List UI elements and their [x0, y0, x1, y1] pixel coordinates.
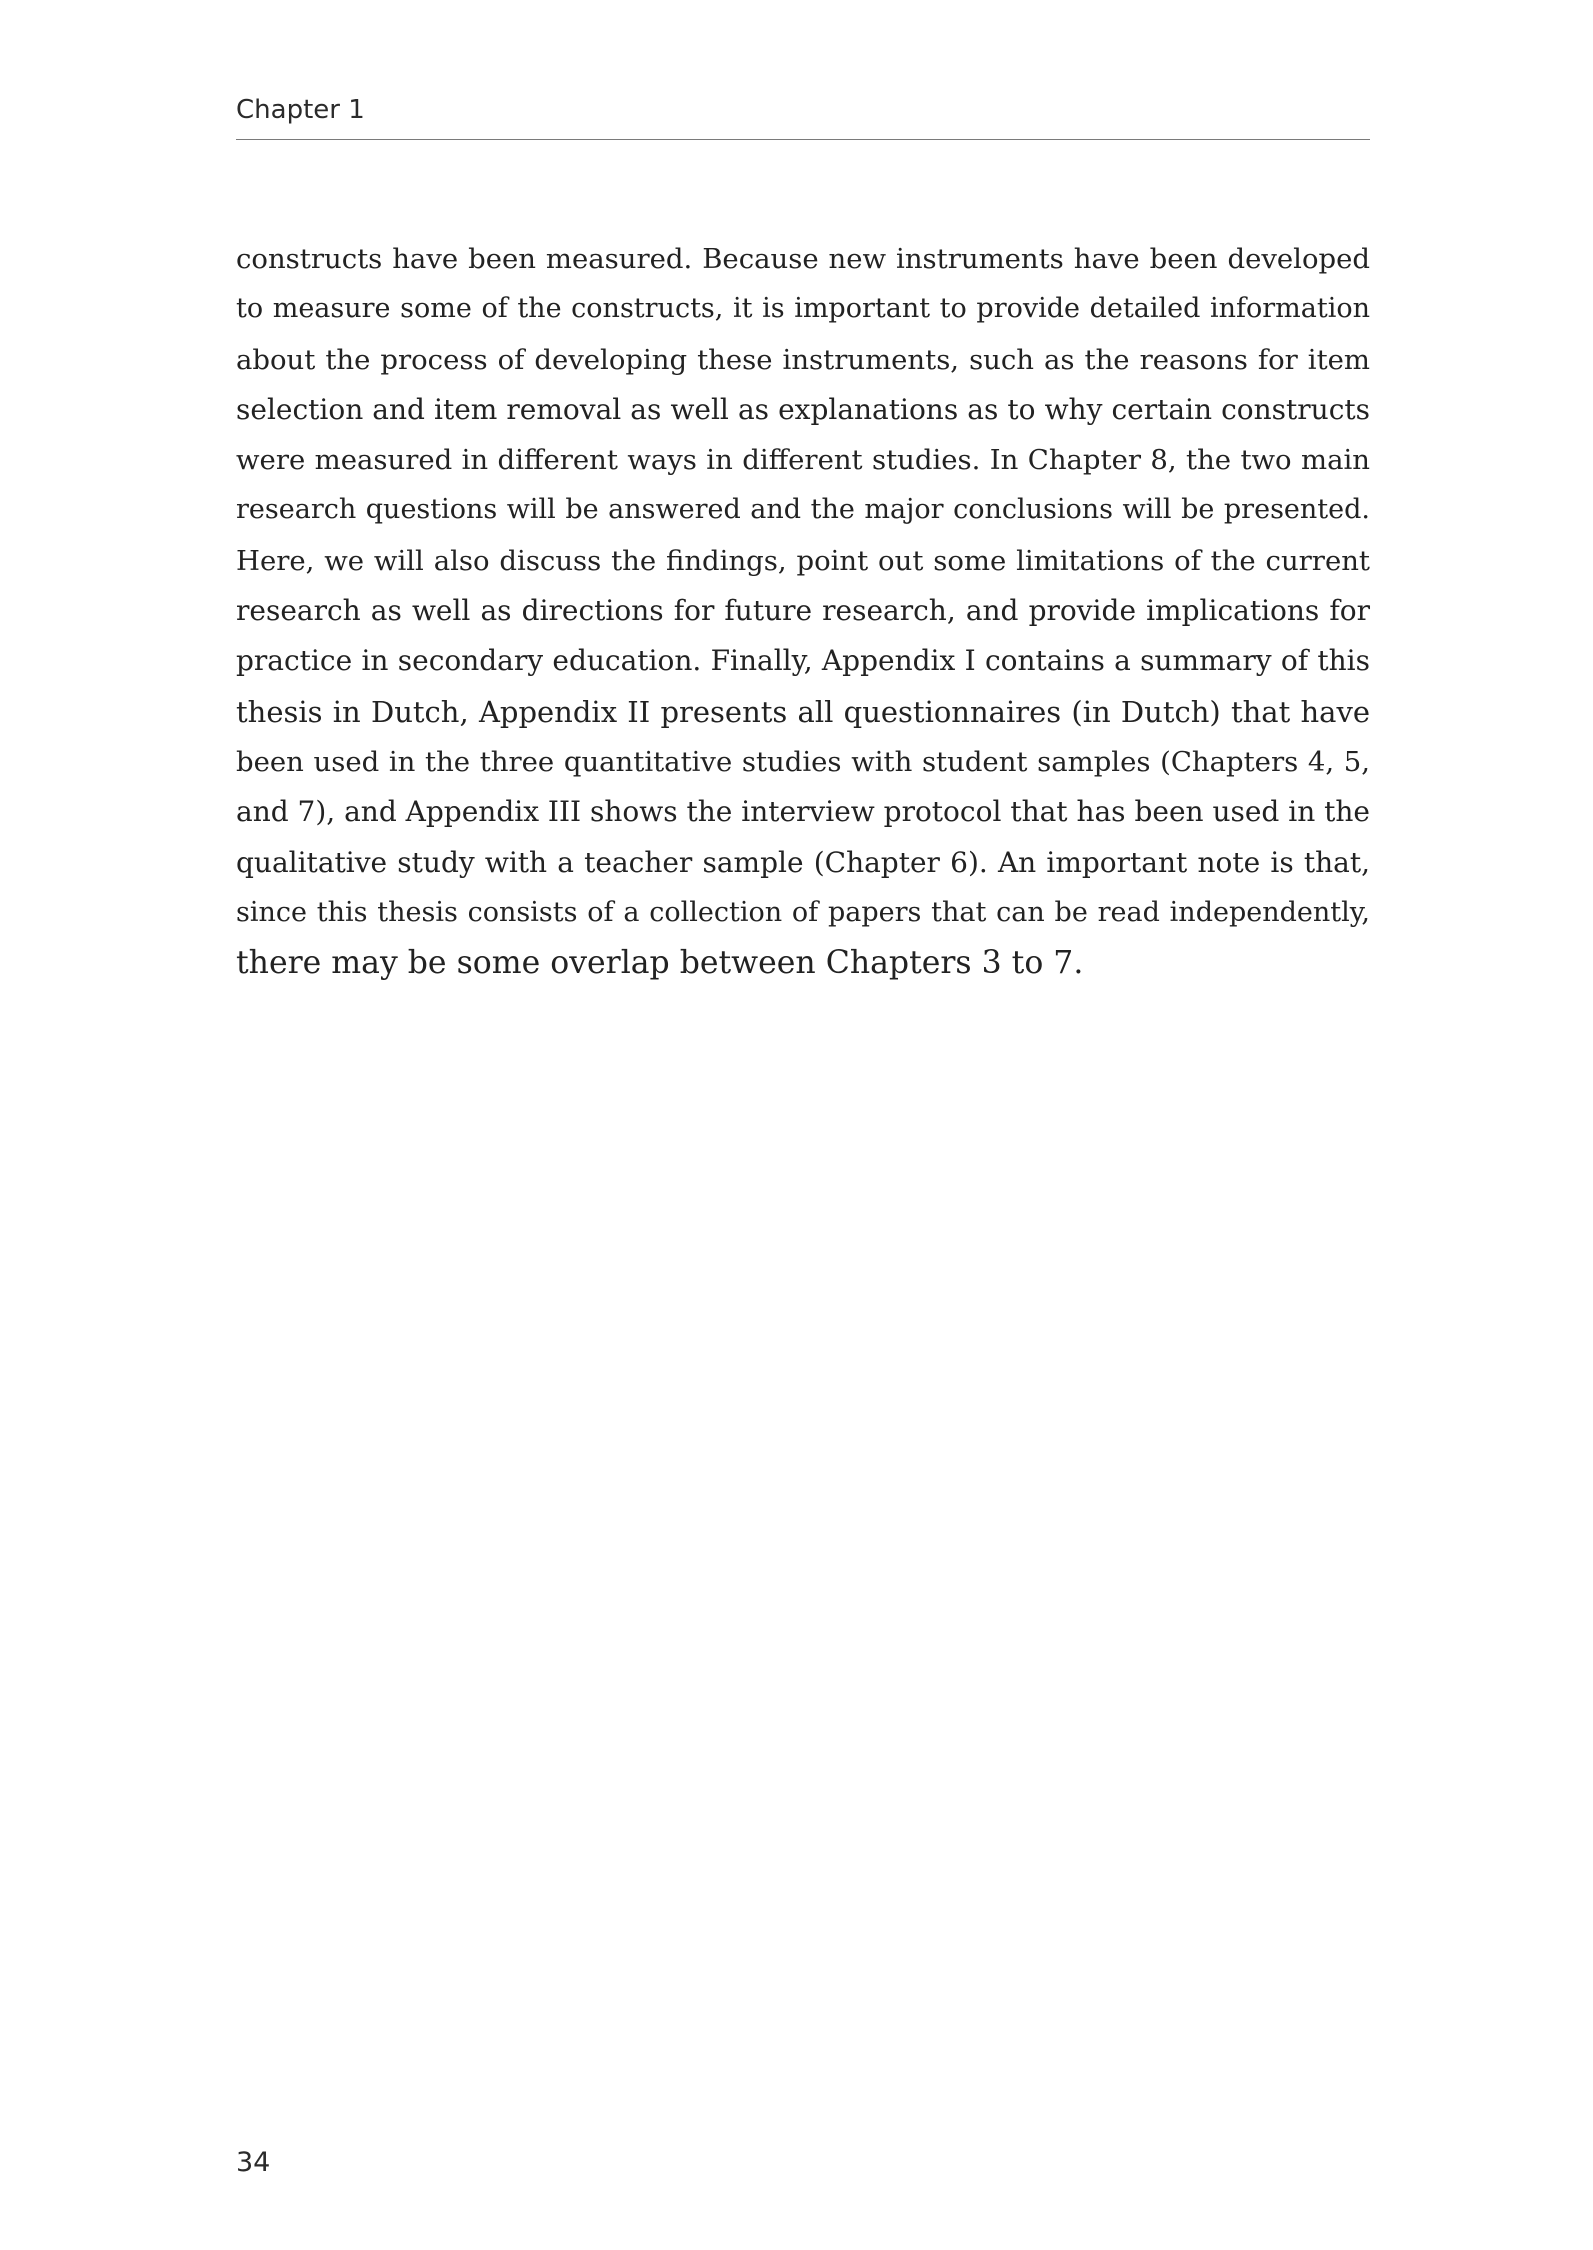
paragraph-line: selection and item removal as well as explanations as to why certain constructs	[236, 392, 1370, 426]
paragraph-line: research as well as directions for future research, and provide implications for	[236, 594, 1370, 628]
paragraph-line: and 7), and Appendix III shows the interview protocol that has been used in the	[236, 795, 1370, 829]
paragraph-line: since this thesis consists of a collection of papers that can be read independently,	[236, 896, 1370, 928]
paragraph-line: been used in the three quantitative studies with student samples (Chapters 4, 5,	[236, 745, 1370, 778]
body-paragraph	[236, 234, 1370, 988]
page-number: 34	[236, 2147, 271, 2178]
running-header-title: Chapter 1	[236, 95, 365, 125]
paragraph-line: about the process of developing these instruments, such as the reasons for item	[236, 343, 1370, 376]
paragraph-line: there may be some overlap between Chapters 3 to 7.	[236, 945, 1084, 982]
paragraph-line: qualitative study with a teacher sample (Chapter 6). An important note is that,	[236, 845, 1370, 879]
paragraph-line: thesis in Dutch, Appendix II presents all questionnaires (in Dutch) that have	[236, 694, 1370, 729]
paragraph-line: practice in secondary education. Finally, Appendix I contains a summary of this	[236, 644, 1370, 678]
paragraph-line: Here, we will also discuss the findings, point out some limitations of the current	[236, 544, 1370, 577]
paragraph-line: to measure some of the constructs, it is important to provide detailed information	[236, 293, 1370, 325]
paragraph-line: research questions will be answered and the major conclusions will be presented.	[236, 494, 1370, 526]
paragraph-line: constructs have been measured. Because new instruments have been developed	[236, 243, 1370, 275]
paragraph-line: were measured in different ways in different studies. In Chapter 8, the two main	[236, 444, 1370, 477]
running-header	[236, 94, 1370, 140]
